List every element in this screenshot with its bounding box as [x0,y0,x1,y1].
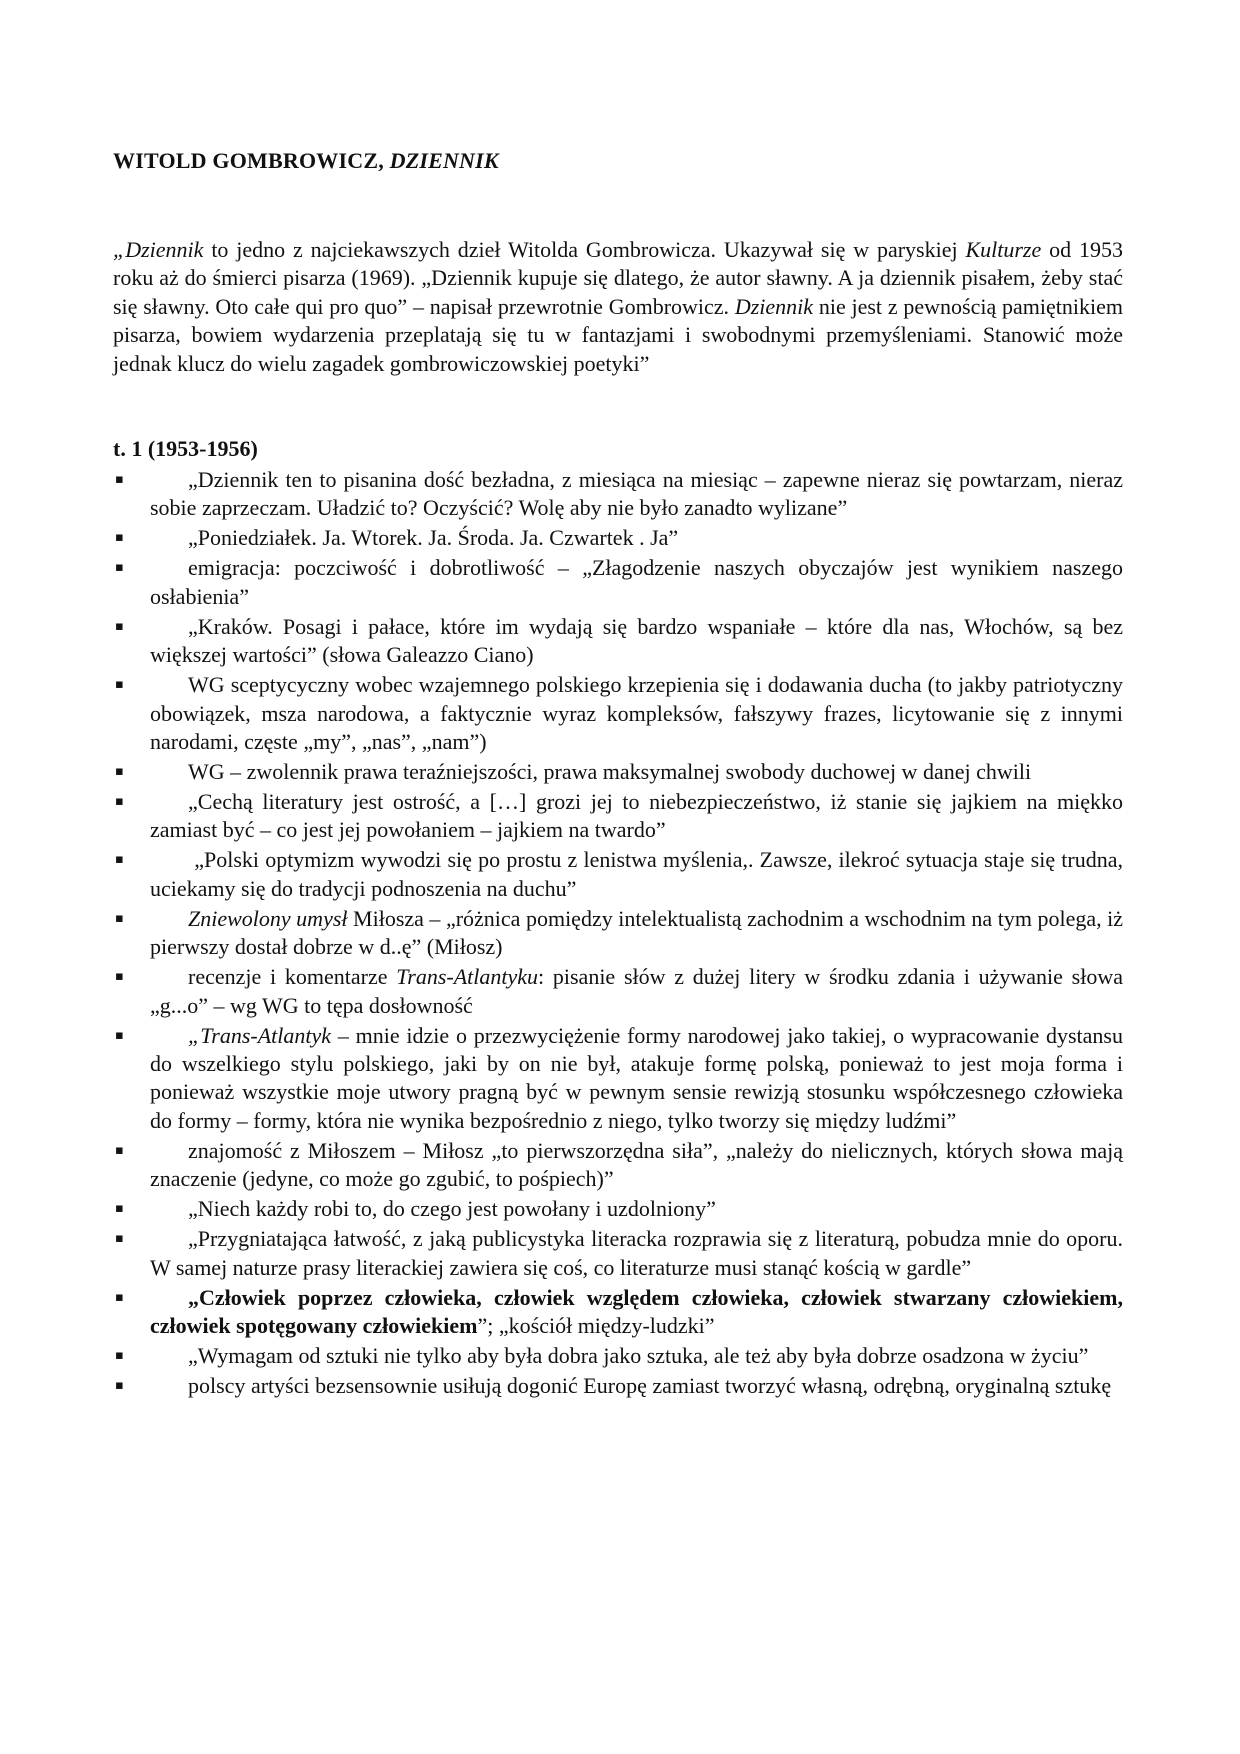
bullet-marker-icon: ▪ [115,1231,124,1247]
intro-italic-3: Dziennik [734,293,814,319]
list-item-text: „Przygniatająca łatwość, z jaką publicystyka literacka rozprawia się z literaturą, pobudza mnie do oporu. W samej naturze prasy literackiej zawiera się coś, co literaturze musi stanąć kością w gardle” [150,1226,1123,1280]
intro-italic-2: Kulturze [965,237,1042,262]
section-heading: t. 1 (1953-1956) [113,436,258,461]
list-item-italic: Zniewolony umysł [188,905,348,931]
bullet-marker-icon: ▪ [115,618,124,634]
bullet-marker-icon: ▪ [115,560,124,576]
list-item [113,613,1123,670]
list-item [113,466,1123,523]
bullet-marker-icon: ▪ [115,472,124,487]
title-italic: DZIENNIK [389,148,499,173]
list-item-text: WG sceptycyczny wobec wzajemnego polskiego krzepienia się i dodawania ducha (to jakby patriotyczny obowiązek, msza narodowa, a faktycznie wyraz kompleksów, fałszywy frazes, licytowanie się z innymi narodami, częste „my”, „nas”, „nam”) [150,672,1123,755]
bullet-marker-icon: ▪ [115,1378,124,1394]
list-item-text: „Poniedziałek. Ja. Wtorek. Ja. Środa. Ja. Czwartek . Ja” [188,525,679,551]
list-item [113,846,1123,903]
document-title [113,148,499,174]
bullet-marker-icon: ▪ [115,530,124,546]
intro-paragraph [113,236,1123,378]
list-item [113,963,1123,1020]
list-item-text: ”; „kościół między-ludzki” [477,1313,715,1339]
list-item-text: „Cechą literatury jest ostrość, a […] grozi jej to niebezpieczeństwo, iż stanie się jajkiem na miękko zamiast być – co jest jej powołaniem – jajkiem na twardo” [150,789,1123,843]
bullet-marker-icon: ▪ [115,1142,124,1158]
intro-text-2: od 1953 roku aż do śmierci pisarza (1969). „Dziennik kupuje się dlatego, że autor sławny. A ja dziennik pisałem, żeby stać się sławny. Oto całe qui pro quo” – napisał przewrotnie Gombrowicz. [113,237,1123,319]
bullet-marker-icon: ▪ [115,969,124,985]
list-item [113,758,1123,786]
bullet-marker-icon: ▪ [115,677,124,693]
list-item [113,554,1123,611]
list-item [113,1225,1123,1282]
list-item-text: polscy artyści bezsensownie usiłują dogonić Europę zamiast tworzyć własną, odrębną, oryginalną sztukę [188,1373,1112,1399]
list-item-italic: Trans-Atlantyku [396,964,539,990]
list-item-text: „Dziennik ten to pisanina dość bezładna, z miesiąca na miesiąc – zapewne nieraz się powtarzam, nieraz sobie zaprzeczam. Uładzić to? Oczyścić? Wolę aby nie było zanadto wylizane” [150,467,1123,521]
list-item-text: emigracja: poczciwość i dobrotliwość – „Złagodzenie naszych obyczajów jest wynikiem naszego osłabienia” [150,555,1123,609]
bullet-list [113,466,1123,1402]
list-item [113,1137,1123,1194]
list-item [113,905,1123,962]
list-item-text: znajomość z Miłoszem – Miłosz „to pierwszorzędna siła”, „należy do nielicznych, których słowa mają znaczenie (jedyne, co może go zgubić, to pośpiech)” [150,1137,1123,1192]
list-item-bold: „Człowiek poprzez człowieka, człowiek względem człowieka, człowiek stwarzany człowiekiem, człowiek spotęgowany człowiekiem [150,1284,1123,1339]
list-item [113,524,1123,552]
intro-italic-1: „Dziennik [113,237,204,262]
intro-text-1: to jedno z najciekawszych dzieł Witolda Gombrowicza. Ukazywał się w paryskiej [203,237,966,262]
list-item-text: „Polski optymizm wywodzi się po prostu z lenistwa myślenia,. Zawsze, ilekroć sytuacja staje się trudna, uciekamy się do tradycji podnoszenia na duchu” [150,847,1123,901]
bullet-marker-icon: ▪ [115,910,124,926]
list-item [113,1284,1123,1341]
list-item-text: WG – zwolennik prawa teraźniejszości, prawa maksymalnej swobody duchowej w danej chwili [188,759,1032,785]
list-item [113,671,1123,756]
bullet-marker-icon: ▪ [115,794,124,810]
list-item-text: – mnie idzie o przezwyciężenie formy narodowej jako takiej, o wypracowanie dystansu do wszelkiego stylu polskiego, jaki by on nie był, atakuje formę polską, ponieważ to jest moja forma i ponieważ wszystkie moje utwory pragną być w pewnym sensie rewizją stosunku współczesnego człowieka do formy – formy, która nie wynika bezpośrednio z niego, tylko tworzy się między ludźmi” [150,1022,1123,1133]
list-item-text: „Kraków. Posagi i pałace, które im wydają się bardzo wspaniałe – które dla nas, Włochów, są bez większej wartości” (słowa Galeazzo Ciano) [150,613,1123,668]
list-item [113,1195,1123,1223]
list-item [113,788,1123,845]
list-item-pre: recenzje i komentarze [188,964,397,990]
bullet-marker-icon: ▪ [115,1289,124,1305]
list-item [113,1372,1123,1400]
intro-text-3: nie jest z pewnością pamiętnikiem pisarza, bowiem wydarzenia przeplatają się tu w fantazjami i swobodnymi przemyśleniami. Stanowić może jednak klucz do wielu zagadek gombrowiczowskiej poetyki” [113,293,1123,376]
title-main: WITOLD GOMBROWICZ, [113,148,390,173]
bullet-marker-icon: ▪ [115,764,124,780]
list-item-text: : pisanie słów z dużej litery w środku zdania i używanie słowa „g...o” – wg WG to tępa dosłowność [150,964,1123,1018]
bullet-marker-icon: ▪ [115,1201,124,1217]
bullet-marker-icon: ▪ [115,852,124,868]
list-item-text: „Niech każdy robi to, do czego jest powołany i uzdolniony” [188,1196,716,1222]
list-item-text: „Wymagam od sztuki nie tylko aby była dobra jako sztuka, ale też aby była dobrze osadzona w życiu” [188,1343,1089,1369]
list-item-text: Miłosza – „różnica pomiędzy intelektualistą zachodnim a wschodnim na tym polega, iż pierwszy dostał dobrze w d..ę” (Miłosz) [150,905,1123,960]
bullet-marker-icon: ▪ [115,1348,124,1364]
list-item [113,1342,1123,1370]
list-item [113,1022,1123,1136]
list-item-pre: „ [188,1022,201,1048]
list-item-italic: Trans-Atlantyk [200,1022,332,1048]
bullet-marker-icon: ▪ [115,1027,124,1043]
